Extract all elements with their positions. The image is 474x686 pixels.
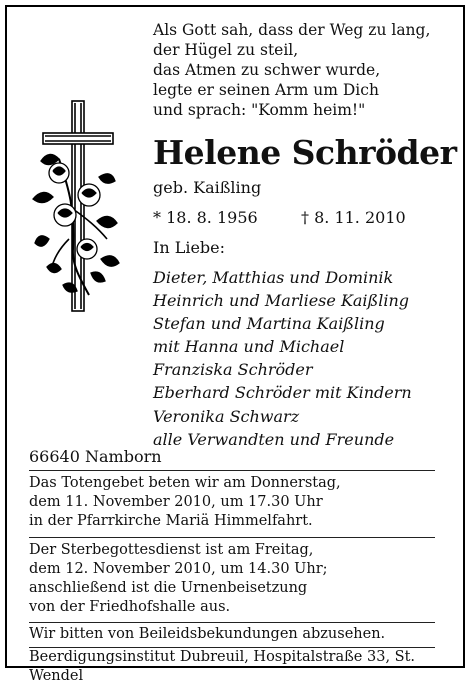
text-line: von der Friedhofshalle aus. — [29, 599, 231, 615]
condolence-notice: Wir bitten von Beileidsbekundungen abzusehen. — [29, 626, 386, 642]
prayer-notice — [29, 474, 341, 531]
text-line: in der Pfarrkirche Mariä Himmelfahrt. — [29, 513, 313, 529]
funeral-notice — [29, 541, 328, 617]
text-line: anschließend ist die Urnenbeisetzung — [29, 580, 308, 596]
birth-name: geb. Kaißling — [153, 178, 262, 197]
death-date: † 8. 11. 2010 — [301, 208, 406, 227]
deceased-name: Helene Schröder — [153, 133, 457, 172]
list-item: Heinrich und Marliese Kaißling — [153, 291, 410, 311]
text-line: Das Totengebet beten wir am Donnerstag, — [29, 475, 341, 491]
list-item: alle Verwandten und Freunde — [153, 429, 395, 449]
list-item: Eberhard Schröder mit Kindern — [153, 383, 412, 403]
list-item: Franziska Schröder — [153, 360, 313, 380]
poem-line: legte er seinen Arm um Dich — [153, 81, 379, 99]
obituary-notice — [5, 5, 465, 684]
poem-line: der Hügel zu steil, — [153, 41, 299, 59]
divider — [29, 537, 435, 538]
list-item: Veronika Schwarz — [153, 406, 300, 426]
text-line: Der Sterbegottesdienst ist am Freitag, — [29, 542, 314, 558]
text-line: dem 11. November 2010, um 17.30 Uhr — [29, 494, 323, 510]
poem-line: das Atmen zu schwer wurde, — [153, 61, 381, 79]
mourners-intro: In Liebe: — [153, 238, 226, 257]
list-item: mit Hanna und Michael — [153, 337, 345, 357]
mourners-list — [153, 266, 412, 451]
list-item: Dieter, Matthias und Dominik — [153, 268, 394, 287]
birth-date: * 18. 8. 1956 — [153, 208, 258, 227]
place-line: 66640 Namborn — [29, 447, 162, 466]
list-item: Stefan und Martina Kaißling — [153, 314, 385, 334]
cross-with-roses-icon — [29, 99, 129, 313]
divider — [29, 622, 435, 623]
undertaker-line: Beerdigungsinstitut Dubreuil, Hospitalstraße 33, St. Wendel — [29, 649, 416, 684]
poem-line: Als Gott sah, dass der Weg zu lang, — [153, 21, 431, 39]
memorial-poem — [153, 20, 430, 120]
divider — [29, 470, 435, 471]
poem-line: und sprach: "Komm heim!" — [153, 101, 366, 119]
text-line: dem 12. November 2010, um 14.30 Uhr; — [29, 561, 328, 577]
